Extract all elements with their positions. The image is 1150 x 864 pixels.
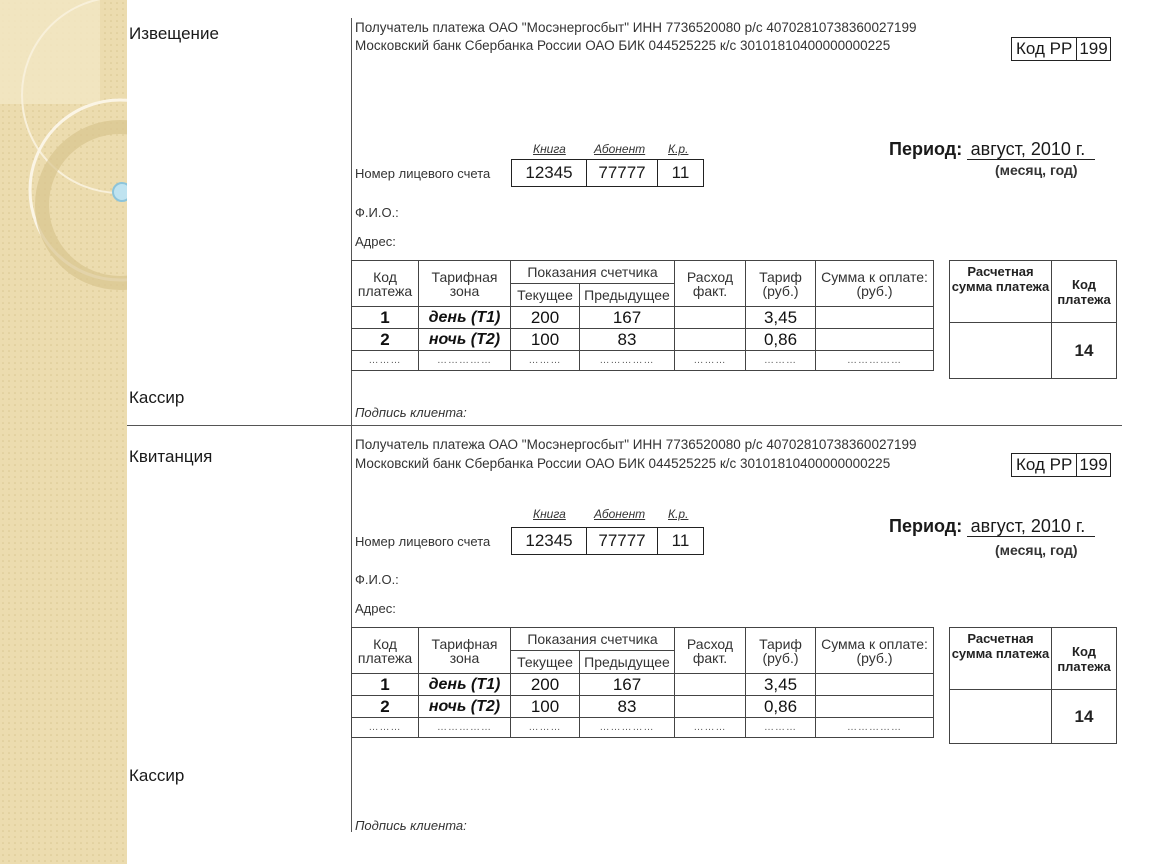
calc-sum-box	[949, 627, 1117, 744]
header-previous: Предыдущее	[580, 284, 675, 307]
payment-document	[127, 0, 1150, 864]
table-row-empty	[352, 718, 934, 738]
pay-code-label: Код платежа	[1052, 628, 1117, 690]
row-previous: 83	[580, 329, 675, 351]
account-subscriber-value: 77777	[586, 528, 657, 554]
dots-cell: ………	[352, 718, 419, 738]
kod-rr-label: Код РР	[1016, 455, 1073, 474]
header-pay-code: Код платежа	[352, 628, 419, 674]
row-previous: 167	[580, 307, 675, 329]
period-label: Период:	[889, 139, 963, 159]
row-current: 100	[511, 696, 580, 718]
decorative-side-strip	[0, 0, 127, 864]
table-row	[352, 329, 934, 351]
header-tariff-zone: Тарифная зона	[419, 261, 511, 307]
account-header-kr: К.р.	[668, 507, 689, 521]
meter-table	[351, 627, 934, 738]
dots-cell: ……………	[580, 351, 675, 371]
row-previous: 83	[580, 696, 675, 718]
dots-cell: ………	[511, 351, 580, 371]
period-value: август, 2010 г.	[967, 516, 1096, 537]
account-book-value: 12345	[525, 163, 573, 182]
header-sum: Сумма к оплате: (руб.)	[816, 628, 934, 674]
row-sum	[816, 307, 934, 329]
address-label: Адрес:	[355, 601, 396, 616]
account-header-subscriber: Абонент	[594, 507, 646, 521]
account-label: Номер лицевого счета	[355, 166, 491, 181]
calc-sum-label: Расчетная сумма платежа	[950, 261, 1052, 323]
dots-cell: ……………	[580, 718, 675, 738]
row-usage	[675, 696, 746, 718]
account-subscriber-value: 77777	[586, 160, 657, 186]
account-header-kr: К.р.	[668, 142, 689, 156]
account-book-value: 12345	[525, 531, 573, 550]
row-usage	[675, 674, 746, 696]
table-row	[352, 674, 934, 696]
header-readings: Показания счетчика	[511, 261, 675, 284]
dots-cell: ……………	[419, 718, 511, 738]
table-row-empty	[352, 351, 934, 371]
header-usage: Расход факт.	[675, 628, 746, 674]
dots-cell: ………	[352, 351, 419, 371]
header-tariff: Тариф (руб.)	[746, 628, 816, 674]
header-current: Текущее	[511, 284, 580, 307]
dots-cell: ………	[746, 718, 816, 738]
row-zone: ночь (Т2)	[419, 329, 511, 351]
dots-cell: ……………	[419, 351, 511, 371]
notice-title: Извещение	[129, 24, 219, 43]
header-usage: Расход факт.	[675, 261, 746, 307]
signature-label: Подпись клиента:	[355, 405, 467, 420]
recipient-line-2: Московский банк Сбербанка России ОАО БИК 044525225 к/с 30101810400000000225	[355, 38, 891, 53]
table-row	[352, 307, 934, 329]
cashier-label: Кассир	[129, 388, 185, 407]
row-tariff: 3,45	[746, 674, 816, 696]
calc-sum-box	[949, 260, 1117, 379]
pay-code-value: 14	[1052, 323, 1117, 379]
header-tariff-zone: Тарифная зона	[419, 628, 511, 674]
address-label: Адрес:	[355, 234, 396, 249]
period-block	[889, 139, 1095, 160]
cashier-label: Кассир	[129, 766, 185, 785]
header-sum: Сумма к оплате: (руб.)	[816, 261, 934, 307]
row-code: 2	[352, 696, 419, 718]
account-number-box	[511, 159, 704, 187]
signature-label: Подпись клиента:	[355, 818, 467, 832]
kod-rr-value: 199	[1076, 454, 1109, 476]
meter-table	[351, 260, 934, 371]
account-header-book: Книга	[533, 507, 566, 521]
header-readings: Показания счетчика	[511, 628, 675, 651]
pay-code-value: 14	[1052, 690, 1117, 744]
account-number-box	[511, 527, 704, 555]
row-zone: день (Т1)	[419, 307, 511, 329]
receipt-title: Квитанция	[129, 447, 213, 466]
row-zone: день (Т1)	[419, 674, 511, 696]
row-zone: ночь (Т2)	[419, 696, 511, 718]
recipient-line-2: Московский банк Сбербанка России ОАО БИК 044525225 к/с 30101810400000000225	[355, 456, 891, 471]
account-label: Номер лицевого счета	[355, 534, 491, 549]
row-sum	[816, 329, 934, 351]
pay-code-label: Код платежа	[1052, 261, 1117, 323]
recipient-line-1: Получатель платежа ОАО "Мосэнергосбыт" ИНН 7736520080 р/с 40702810738360027199	[355, 437, 917, 452]
fio-label: Ф.И.О.:	[355, 205, 399, 220]
fio-label: Ф.И.О.:	[355, 572, 399, 587]
calc-sum-value	[950, 690, 1052, 744]
account-header-subscriber: Абонент	[594, 142, 646, 156]
table-row	[352, 696, 934, 718]
row-current: 200	[511, 307, 580, 329]
recipient-line-1: Получатель платежа ОАО "Мосэнергосбыт" ИНН 7736520080 р/с 40702810738360027199	[355, 20, 917, 35]
row-tariff: 0,86	[746, 329, 816, 351]
row-current: 200	[511, 674, 580, 696]
row-current: 100	[511, 329, 580, 351]
header-pay-code: Код платежа	[352, 261, 419, 307]
row-sum	[816, 696, 934, 718]
row-tariff: 3,45	[746, 307, 816, 329]
kod-rr-box	[1011, 37, 1111, 61]
row-tariff: 0,86	[746, 696, 816, 718]
dots-cell: ………	[511, 718, 580, 738]
row-code: 1	[352, 674, 419, 696]
account-kr-value: 11	[657, 160, 703, 186]
row-usage	[675, 307, 746, 329]
period-hint: (месяц, год)	[995, 162, 1078, 178]
row-code: 1	[352, 307, 419, 329]
account-header-book: Книга	[533, 142, 566, 156]
row-usage	[675, 329, 746, 351]
header-tariff: Тариф (руб.)	[746, 261, 816, 307]
header-current: Текущее	[511, 651, 580, 674]
dots-cell: ……………	[816, 718, 934, 738]
dots-cell: ………	[746, 351, 816, 371]
period-label: Период:	[889, 516, 963, 536]
kod-rr-label: Код РР	[1016, 39, 1073, 58]
account-kr-value: 11	[657, 528, 703, 554]
period-value: август, 2010 г.	[967, 139, 1096, 160]
signature-clip	[351, 818, 651, 832]
row-code: 2	[352, 329, 419, 351]
period-block	[889, 516, 1095, 537]
dots-cell: ………	[675, 351, 746, 371]
row-previous: 167	[580, 674, 675, 696]
row-sum	[816, 674, 934, 696]
calc-sum-value	[950, 323, 1052, 379]
dots-cell: ………	[675, 718, 746, 738]
slip-separator	[127, 425, 1122, 426]
period-hint: (месяц, год)	[995, 542, 1078, 558]
kod-rr-box	[1011, 453, 1111, 477]
calc-sum-label: Расчетная сумма платежа	[950, 628, 1052, 690]
dots-cell: ……………	[816, 351, 934, 371]
kod-rr-value: 199	[1076, 38, 1109, 60]
header-previous: Предыдущее	[580, 651, 675, 674]
